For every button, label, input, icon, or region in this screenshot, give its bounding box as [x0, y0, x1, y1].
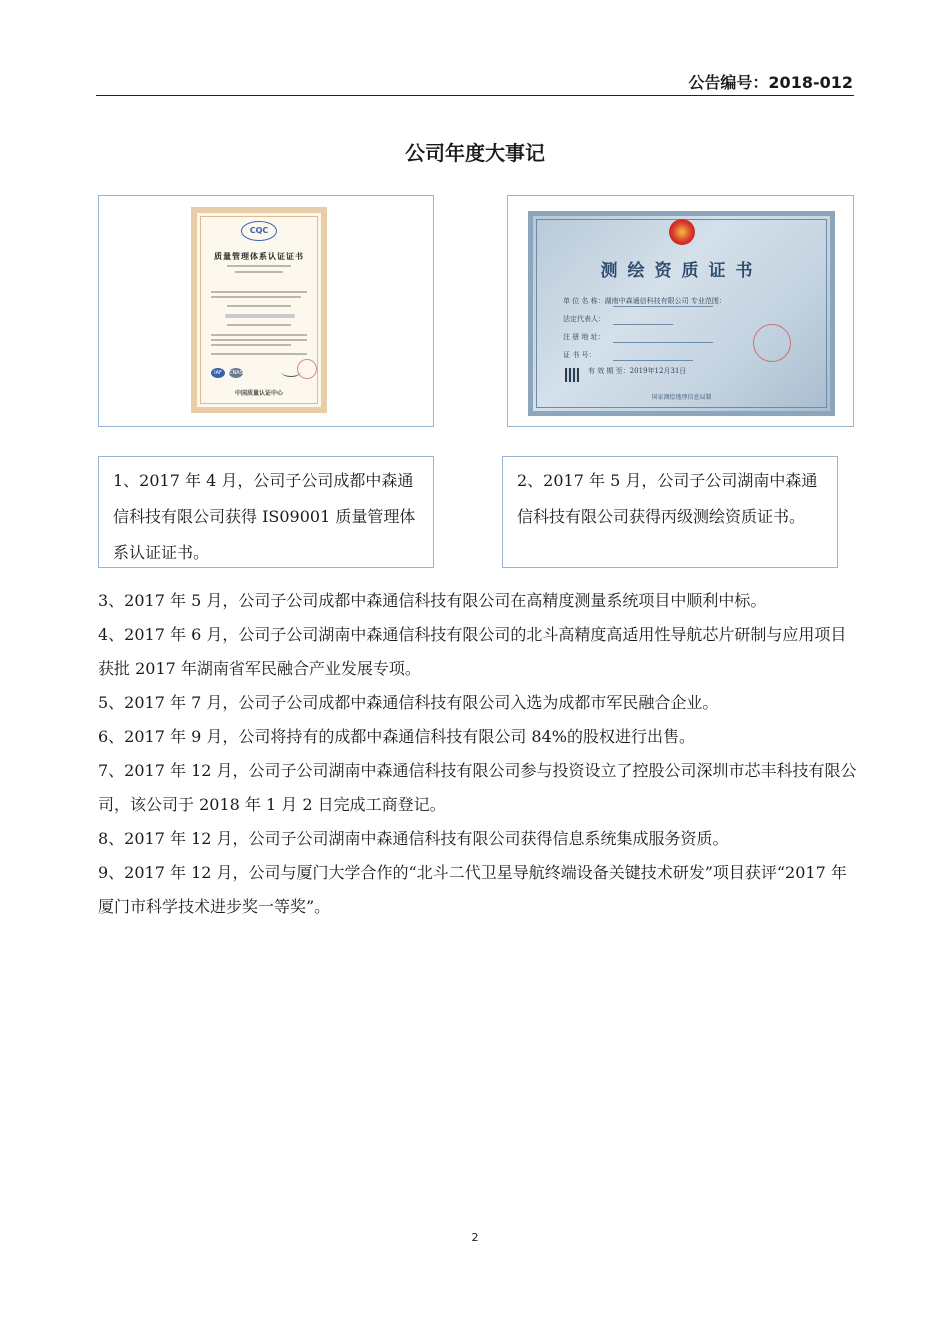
- caption-right: 2、2017 年 5 月，公司子公司湖南中森通信科技有限公司获得丙级测绘资质证书。: [502, 456, 838, 568]
- survey-row: 证 书 号：: [563, 351, 596, 359]
- survey-row: 法定代表人：: [563, 315, 605, 323]
- qr-code-icon: [565, 368, 579, 382]
- list-item: 5、2017 年 7 月，公司子公司成都中森通信科技有限公司入选为成都市军民融合企业。: [98, 693, 719, 712]
- cqc-logo: CQC: [241, 221, 277, 241]
- page-title: 公司年度大事记: [405, 141, 545, 165]
- list-item: 3、2017 年 5 月，公司子公司成都中森通信科技有限公司在高精度测量系统项目中顺利中标。: [98, 591, 767, 610]
- header-divider: [96, 95, 854, 96]
- iso-certificate-image: [191, 207, 327, 413]
- page-number: 2: [471, 1231, 479, 1244]
- survey-certificate-photo: [507, 195, 854, 427]
- announcement-number: 公告编号：2018-012: [688, 73, 853, 92]
- iaf-badge-icon: IAF: [211, 368, 225, 378]
- national-emblem-icon: [669, 219, 695, 245]
- list-item: 7、2017 年 12 月，公司子公司湖南中森通信科技有限公司参与投资设立了控股公司深圳市芯丰科技有限公司，该公司于 2018 年 1 月 2 日完成工商登记。: [98, 761, 857, 814]
- events-list: [98, 584, 858, 924]
- survey-row: 有 效 期 至：2019年12月31日: [588, 367, 687, 375]
- survey-certificate-heading: 测绘资质证书: [600, 261, 763, 281]
- survey-certificate-image: [528, 211, 835, 416]
- list-item: 9、2017 年 12 月，公司与厦门大学合作的“北斗二代卫星导航终端设备关键技术研发”项目获评“2017 年厦门市科学技术进步奖一等奖”。: [98, 863, 847, 916]
- survey-row: 注 册 地 址：: [563, 333, 605, 341]
- list-item: 4、2017 年 6 月，公司子公司湖南中森通信科技有限公司的北斗高精度高适用性导航芯片研制与应用项目获批 2017 年湖南省军民融合产业发展专项。: [98, 625, 847, 678]
- list-item: 6、2017 年 9 月，公司将持有的成都中森通信科技有限公司 84%的股权进行出售。: [98, 727, 695, 746]
- iso-certificate-photo: [98, 195, 434, 427]
- survey-certificate-issuer: 国家测绘地理信息局制: [651, 394, 712, 401]
- survey-row: 单 位 名 称：湖南中森通信科技有限公司 专业范围：: [563, 297, 726, 305]
- seal-icon: [297, 359, 317, 379]
- list-item: 8、2017 年 12 月，公司子公司湖南中森通信科技有限公司获得信息系统集成服务资质。: [98, 829, 729, 848]
- caption-left: 1、2017 年 4 月，公司子公司成都中森通信科技有限公司获得 IS09001 质量管理体系认证证书。: [98, 456, 434, 568]
- iso-certificate-issuer: 中国质量认证中心: [234, 390, 283, 397]
- seal-icon: [753, 324, 791, 362]
- iso-certificate-heading: 质量管理体系认证证书: [214, 251, 304, 261]
- accreditation-badge-icon: CNAS: [229, 370, 243, 376]
